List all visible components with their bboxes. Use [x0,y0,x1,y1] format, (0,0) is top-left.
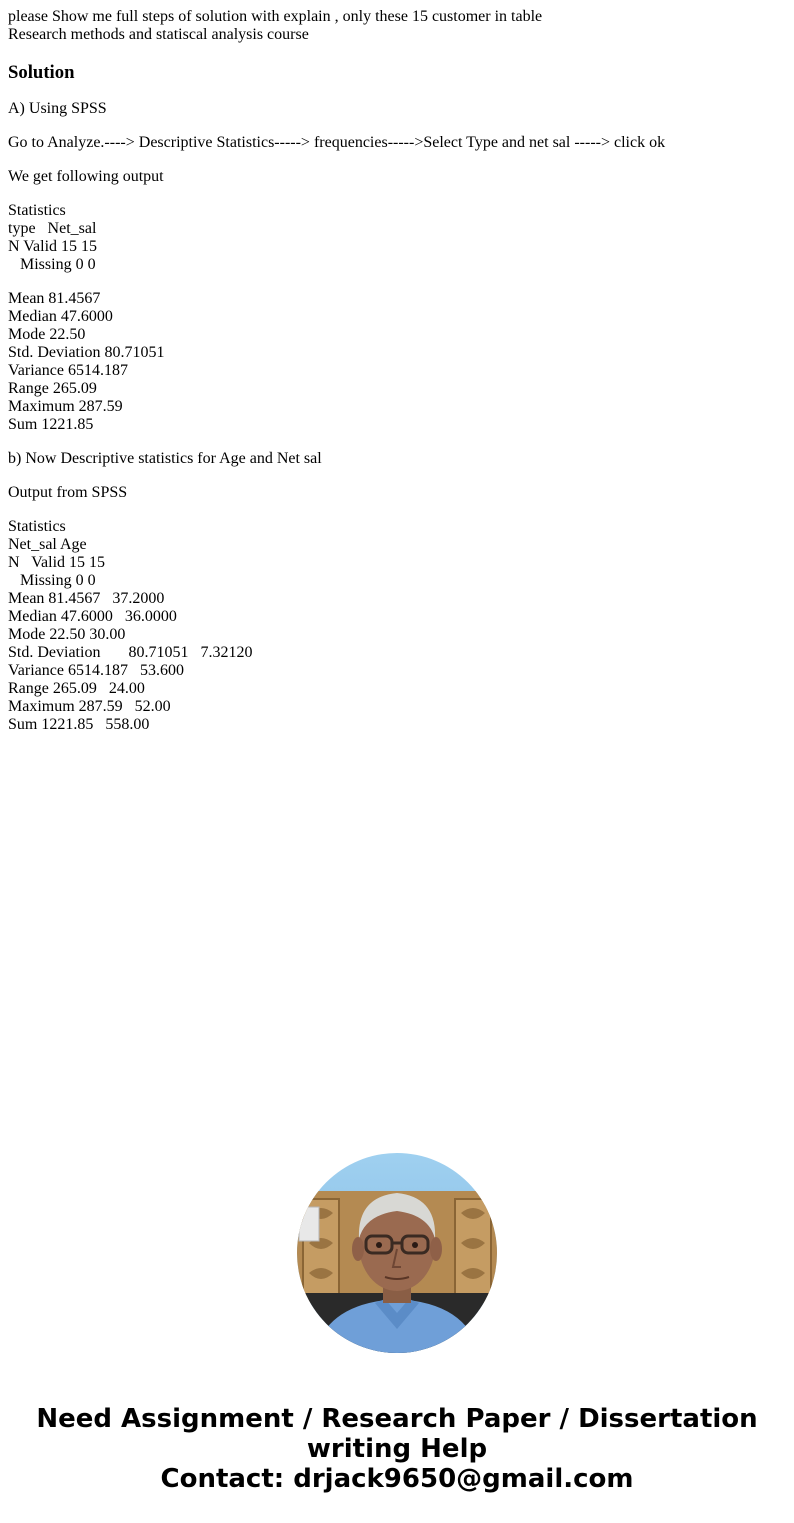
table-title: Statistics [8,202,66,219]
table-row-missing: Missing 0 0 [8,256,96,273]
promo-banner [0,1404,794,1494]
table-row: Range 265.09 24.00 [8,680,145,697]
statistics-table-2 [8,518,786,734]
statistics-table-1-values [8,290,786,434]
spss-steps: Go to Analyze.----> Descriptive Statistics-----> frequencies----->Select Type and net sal -----> click ok [8,134,666,151]
table-row: Sum 1221.85 558.00 [8,716,150,733]
table-title: Statistics [8,518,66,535]
spss-output-label: Output from SPSS [8,484,128,501]
solution-heading: Solution [8,62,75,83]
document-body [8,8,786,734]
table-row: Mode 22.50 [8,326,86,343]
table-row: Std. Deviation 80.71051 [8,344,165,361]
question-line-1: please Show me full steps of solution with explain , only these 15 customer in table [8,8,543,25]
part-a-title: A) Using SPSS [8,100,107,117]
promo-line-1: Need Assignment / Research Paper / Dissertation [36,1404,758,1434]
table-row: Mode 22.50 30.00 [8,626,126,643]
table-row: Mean 81.4567 37.2000 [8,590,165,607]
table-row: Maximum 287.59 [8,398,123,415]
table-row: Mean 81.4567 [8,290,101,307]
statistics-table-1 [8,202,786,274]
table-header: Net_sal Age [8,536,87,553]
promo-contact: Contact: drjack9650@gmail.com [160,1464,634,1494]
table-row: Median 47.6000 36.0000 [8,608,177,625]
output-intro: We get following output [8,168,164,185]
table-row-n-valid: N Valid 15 15 [8,238,98,255]
question-line-2: Research methods and statiscal analysis course [8,26,309,43]
avatar [297,1153,497,1353]
table-row: Variance 6514.187 53.600 [8,662,184,679]
table-row: Variance 6514.187 [8,362,128,379]
table-row: Maximum 287.59 52.00 [8,698,171,715]
table-row: Sum 1221.85 [8,416,94,433]
table-header: type Net_sal [8,220,97,237]
table-row: Std. Deviation 80.71051 7.32120 [8,644,253,661]
table-row: Median 47.6000 [8,308,113,325]
table-row-missing: Missing 0 0 [8,572,96,589]
part-b-title: b) Now Descriptive statistics for Age and Net sal [8,450,322,467]
avatar-portrait-image [297,1153,497,1353]
table-row: Range 265.09 [8,380,97,397]
promo-line-2: writing Help [306,1434,488,1464]
table-row-n-valid: N Valid 15 15 [8,554,106,571]
